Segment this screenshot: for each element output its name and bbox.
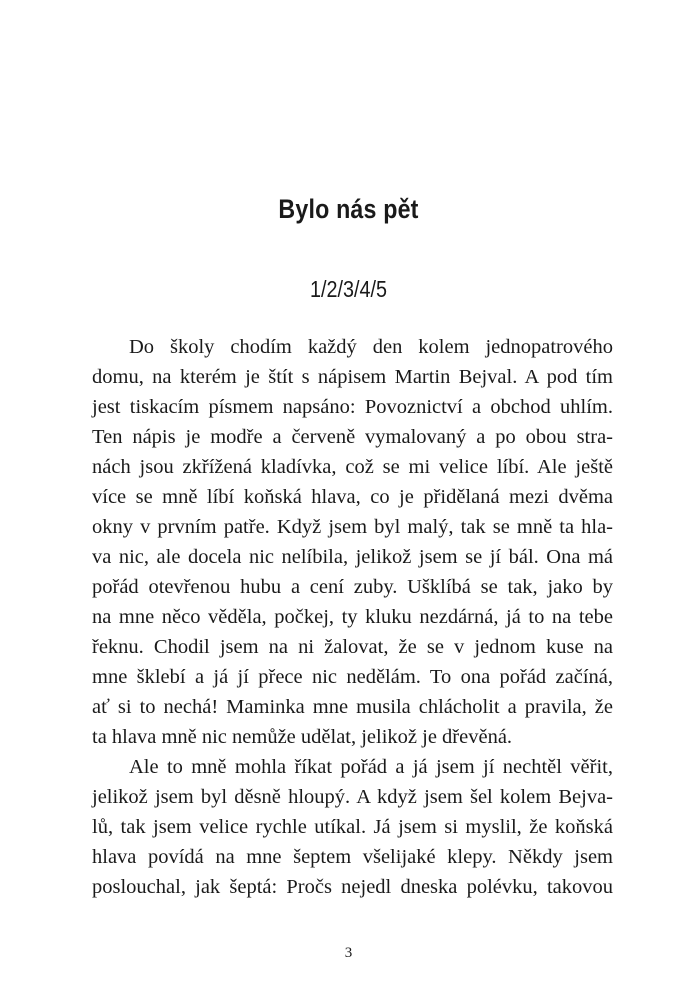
text-line: více se mně líbí koňská hlava, co je přidělaná mezi dvěma	[92, 486, 613, 508]
page-number: 3	[344, 945, 353, 961]
text-line: va nic, ale docela nic nelíbila, jelikož jsem se jí bál. Ona má	[92, 546, 613, 568]
text-line: pořád otevřenou hubu a cení zuby. Ušklíbá se tak, jako by	[92, 576, 613, 598]
text-line: poslouchal, jak šeptá: Pročs nejedl dneska polévku, takovou	[92, 876, 613, 898]
text-line: jest tiskacím písmem napsáno: Povoznictví a obchod uhlím.	[92, 396, 613, 418]
text-line: domu, na kterém je štít s nápisem Martin Bejval. A pod tím	[92, 366, 613, 388]
chapter-title: Bylo nás pět	[278, 194, 419, 224]
text-line: na mne něco věděla, počkej, ty kluku nezdárná, já to na tebe	[92, 606, 613, 628]
text-line: jelikož jsem byl děsně hloupý. A když jsem šel kolem Bejva-	[92, 786, 613, 808]
body-text	[92, 332, 613, 902]
text-line: ať si to nechá! Maminka mne musila chlácholit a pravila, že	[92, 696, 613, 718]
text-line: okny v prvním patře. Když jsem byl malý, tak se mně ta hla-	[92, 516, 613, 538]
text-line: Do školy chodím každý den kolem jednopatrového	[129, 336, 613, 358]
text-line: hlava povídá na mne šeptem všelijaké klepy. Někdy jsem	[92, 846, 613, 868]
text-line: mne šklebí a já jí přece nic nedělám. To ona pořád začíná,	[92, 666, 613, 688]
text-line: Ten nápis je modře a červeně vymalovaný a po obou stra-	[92, 426, 613, 448]
text-line: řeknu. Chodil jsem na ni žalovat, že se v jednom kuse na	[92, 636, 613, 658]
chapter-subtitle: 1/2/3/4/5	[310, 276, 387, 302]
text-line: nách jsou zkřížená kladívka, což se mi velice líbí. Ale ještě	[92, 456, 613, 478]
text-line: lů, tak jsem velice rychle utíkal. Já jsem si myslil, že koňská	[92, 816, 613, 838]
text-line: ta hlava mně nic nemůže udělat, jelikož je dřevěná.	[92, 726, 513, 748]
text-line: Ale to mně mohla říkat pořád a já jsem jí nechtěl věřit,	[129, 756, 613, 778]
